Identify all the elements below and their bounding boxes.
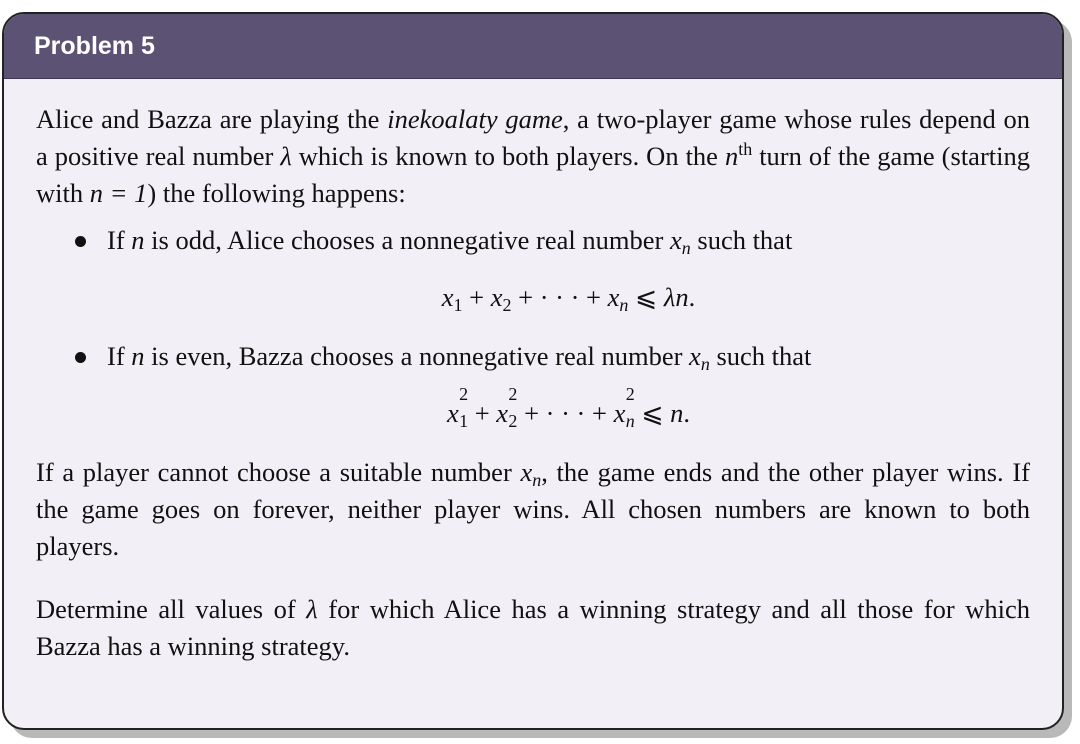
- formula-subscript: 1: [459, 411, 469, 432]
- game-name: inekoalaty game: [387, 104, 563, 134]
- rule-text: is even, Bazza chooses a nonnegative real number: [144, 341, 690, 371]
- n-variable: n: [131, 341, 145, 371]
- script-pair: [459, 384, 469, 432]
- rule-odd: [69, 222, 1030, 316]
- end-condition-paragraph: [36, 454, 1030, 565]
- problem-header: [4, 14, 1062, 79]
- rule-text: If: [107, 225, 132, 255]
- rule-text: such that: [709, 341, 812, 371]
- x-variable: x: [689, 341, 701, 371]
- n-start: n = 1: [89, 178, 148, 208]
- x-variable: x: [669, 225, 682, 255]
- formula-relation: ⩽: [628, 282, 664, 312]
- formula-subscript: 2: [508, 411, 518, 432]
- problem-statement: [4, 79, 1062, 665]
- paragraph-gap: [36, 565, 1030, 591]
- problem-box: [2, 12, 1064, 730]
- formula-term: x: [613, 398, 626, 428]
- x-subscript: n: [681, 238, 691, 259]
- script-pair: [625, 384, 635, 432]
- rule-even: [69, 338, 1030, 432]
- intro-text: turn of the game (starting with: [36, 141, 1030, 208]
- formula-term: x: [441, 282, 454, 312]
- formula-term: x: [446, 398, 459, 428]
- formula-relation: ⩽: [634, 398, 671, 428]
- formula-operator: + · · · +: [511, 282, 608, 312]
- intro-text: ) the following happens:: [147, 178, 406, 208]
- formula-subscript: n: [619, 295, 629, 316]
- paragraph-text: Determine all values of: [36, 594, 307, 624]
- rule-text: If: [107, 341, 132, 371]
- rule-text: is odd, Alice chooses a nonnegative real number: [144, 225, 670, 255]
- formula-superscript: 2: [459, 384, 469, 405]
- formula-term: x: [607, 282, 620, 312]
- lambda-symbol: λ: [306, 594, 318, 624]
- formula-subscript: 1: [453, 295, 463, 316]
- formula-operator: +: [462, 282, 491, 312]
- n-variable: n: [131, 225, 145, 255]
- alice-constraint-formula: [107, 279, 1030, 316]
- x-subscript: n: [532, 470, 542, 491]
- formula-period: .: [683, 398, 691, 428]
- x-variable: x: [520, 457, 533, 487]
- intro-text: which is known to both players. On the: [291, 141, 725, 171]
- bullet-icon: [75, 352, 86, 363]
- formula-rhs: λn: [663, 282, 689, 312]
- bullet-icon: [75, 236, 86, 247]
- formula-superscript: 2: [625, 384, 635, 405]
- formula-term: x: [496, 398, 509, 428]
- bazza-constraint-formula: [107, 384, 1030, 432]
- intro-text: , a two-player game whose rules depend on a positive real number: [36, 104, 1030, 171]
- formula-superscript: 2: [508, 384, 518, 405]
- intro-paragraph: [36, 101, 1030, 212]
- intro-text: Alice and Bazza are playing the: [36, 104, 388, 134]
- formula-term: x: [490, 282, 503, 312]
- n-variable: n: [724, 141, 739, 171]
- script-pair: [508, 384, 518, 432]
- formula-operator: + · · · +: [517, 398, 614, 428]
- rule-text: such that: [690, 225, 793, 255]
- formula-subscript: 2: [502, 295, 512, 316]
- x-subscript: n: [700, 354, 710, 375]
- formula-operator: +: [468, 398, 497, 428]
- paragraph-text: If a player cannot choose a suitable number: [36, 457, 521, 487]
- question-paragraph: [36, 591, 1030, 665]
- th-superscript: th: [738, 139, 753, 160]
- formula-subscript: n: [625, 411, 635, 432]
- problem-title: Problem 5: [34, 31, 155, 60]
- paragraph-text: , the game ends and the other player wins. If the game goes on forever, neither player wins. All chosen numbers are known to both players.: [36, 457, 1030, 561]
- lambda-symbol: λ: [280, 141, 292, 171]
- formula-period: .: [688, 282, 696, 312]
- formula-rhs: n: [670, 398, 684, 428]
- paragraph-text: for which Alice has a winning strategy and all those for which Bazza has a winning strategy.: [36, 594, 1030, 661]
- rules-list: [36, 222, 1030, 432]
